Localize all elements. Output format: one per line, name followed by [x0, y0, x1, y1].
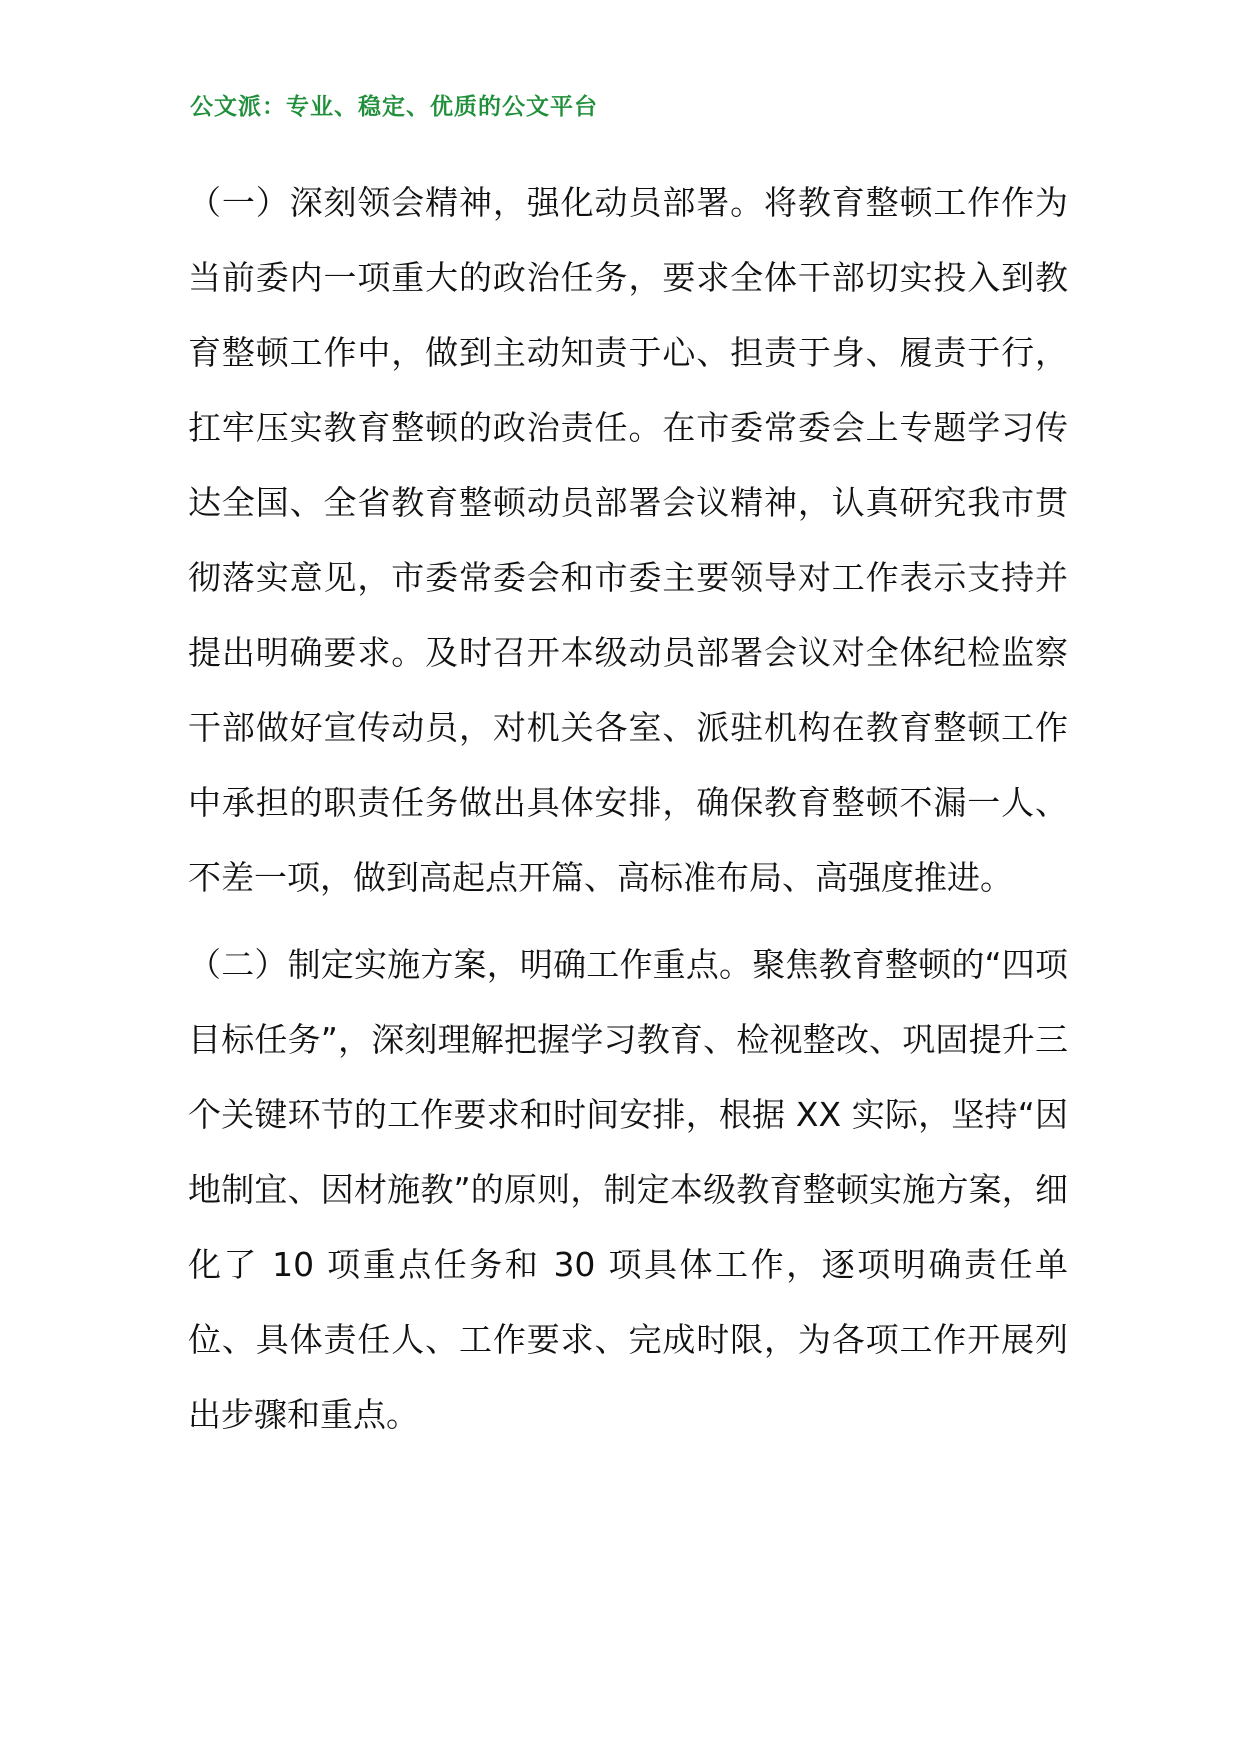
document-body — [188, 165, 1068, 1464]
paragraph-1: （一）深刻领会精神，强化动员部署。将教育整顿工作作为当前委内一项重大的政治任务，要求全体干部切实投入到教育整顿工作中，做到主动知责于心、担责于身、履责于行，扛牢压实教育整顿的政治责任。在市委常委会上专题学习传达全国、全省教育整顿动员部署会议精神，认真研究我市贯彻落实意见，市委常委会和市委主要领导对工作表示支持并提出明确要求。及时召开本级动员部署会议对全体纪检监察干部做好宣传动员，对机关各室、派驻机构在教育整顿工作中承担的职责任务做出具体安排，确保教育整顿不漏一人、不差一项，做到高起点开篇、高标准布局、高强度推进。 — [188, 183, 1068, 897]
paragraph-2: （二）制定实施方案，明确工作重点。聚焦教育整顿的“四项目标任务”，深刻理解把握学习教育、检视整改、巩固提升三个关键环节的工作要求和时间安排，根据 XX 实际，坚持“因地制宜、因材施教”的原则，制定本级教育整顿实施方案，细化了 10 项重点任务和 30 项具体工作，逐项明确责任单位、具体责任人、工作要求、完成时限，为各项工作开展列出步骤和重点。 — [188, 945, 1068, 1434]
document-header: 公文派：专业、稳定、优质的公文平台 — [190, 93, 598, 120]
